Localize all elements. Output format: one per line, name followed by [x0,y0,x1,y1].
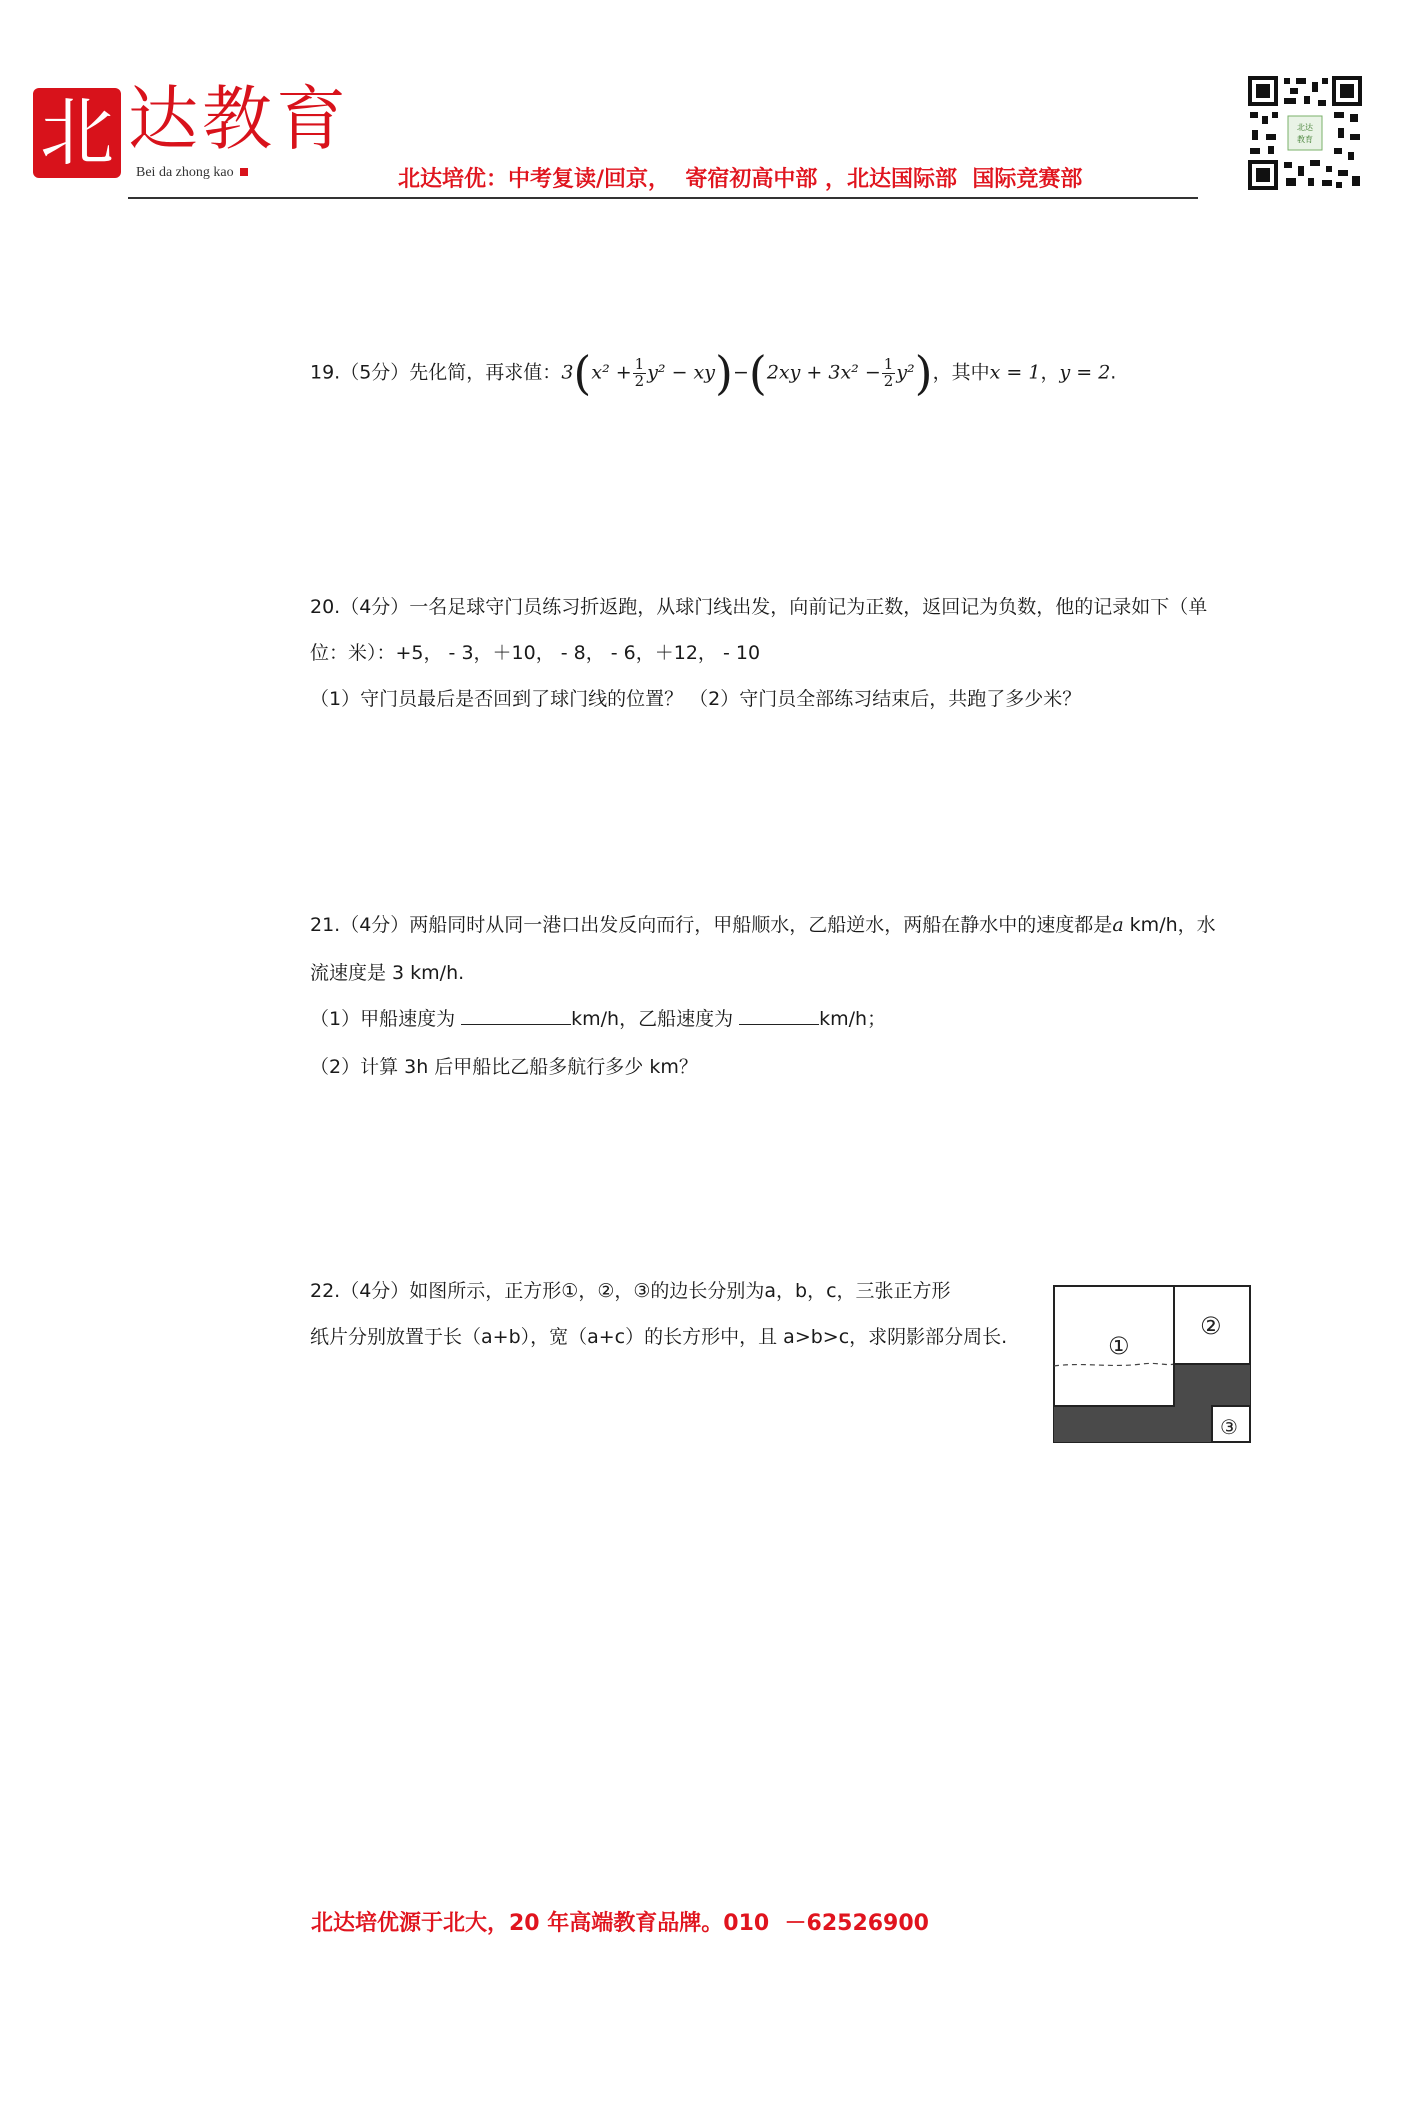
q22-figure [1052,1284,1252,1444]
qr-center-text-2: 教育 [1297,135,1313,144]
q21-line3 [310,1008,886,1031]
logo-subtitle [136,165,248,181]
label-square-2: ② [1200,1312,1222,1340]
paren-close: ) [715,346,733,400]
q19-cond-y: y = 2 [1059,361,1111,384]
q21-line4: （2）计算 3h 后甲船比乙船多航行多少 km？ [310,1056,698,1078]
q20-line3: （1）守门员最后是否回到了球门线的位置？ （2）守门员全部练习结束后，共跑了多少米？ [310,688,1082,710]
footer-slogan: 北达培优源于北大，20 年高端教育品牌。010 －62526900 [311,1911,929,1936]
q19-term-a: x² + [591,361,632,384]
q21-line1-unit: km/h，水 [1123,914,1216,936]
q19-term-c: 2xy + 3x² − [766,361,881,384]
q21-line1 [310,914,1216,937]
q21-ship-b-label: km/h，乙船速度为 [571,1008,740,1030]
q22-line2: 纸片分别放置于长（a+b），宽（a+c）的长方形中，且 a>b>c，求阴影部分周长. [310,1326,1008,1348]
logo-seal: 北 [33,88,121,178]
q19-cond-x: x = 1 [989,361,1041,384]
q19-minus: − [732,361,749,384]
q21-var-a: a [1112,914,1124,936]
q20-line2: 位：米）：+5， - 3，＋10， - 8， - 6，＋12， - 10 [310,642,761,664]
paren-open-2: ( [748,346,767,400]
q21-ship-a-label: （1）甲船速度为 [310,1008,462,1030]
frac-den: 2 [634,371,645,390]
q19-end: . [1110,361,1117,384]
label-square-1: ① [1108,1332,1130,1360]
header-slogan: 北达培优：中考复读/回京， 寄宿初高中部 ，北达国际部 国际竞赛部 [398,167,1083,192]
label-square-3: ③ [1220,1415,1238,1439]
q21-unit-2: km/h； [819,1008,887,1030]
fraction-half [633,354,647,390]
qr-center-text: 北达 [1297,123,1313,132]
frac-den-2: 2 [883,371,894,390]
qr-code-icon [1246,74,1364,192]
q21-line1-text: 21.（4分）两船同时从同一港口出发反向而行，甲船顺水，乙船逆水，两船在静水中的速度都是 [310,914,1113,936]
fraction-half-2 [882,354,896,390]
q19-term-b: y² − xy [647,361,716,384]
q19-term-d: y² [896,361,915,384]
frac-num-2: 1 [883,354,894,373]
blank-ship-b-speed[interactable] [739,1024,819,1025]
q20-line1: 20.（4分）一名足球守门员练习折返跑，从球门线出发，向前记为正数，返回记为负数，他的记录如下（单 [310,596,1208,618]
blank-ship-a-speed[interactable] [461,1024,571,1025]
logo-subtitle-text: Bei da zhong kao [136,165,234,180]
q21-line2: 流速度是 3 km/h. [310,962,465,984]
q19-tail: ，其中 [932,361,990,384]
logo-dot [240,168,248,176]
q19-cond-sep: ， [1040,361,1060,384]
q19-coef: 3 [561,361,574,384]
question-19 [310,346,1117,400]
header-divider [128,197,1198,199]
logo-text: 达教育 [128,78,350,160]
q19-head: 19.（5分）先化简，再求值： [310,361,562,384]
paren-open: ( [573,346,592,400]
q22-line1: 22.（4分）如图所示，正方形①，②，③的边长分别为a，b，c，三张正方形 [310,1280,951,1302]
frac-num: 1 [634,354,645,373]
paren-close-2: ) [914,346,933,400]
